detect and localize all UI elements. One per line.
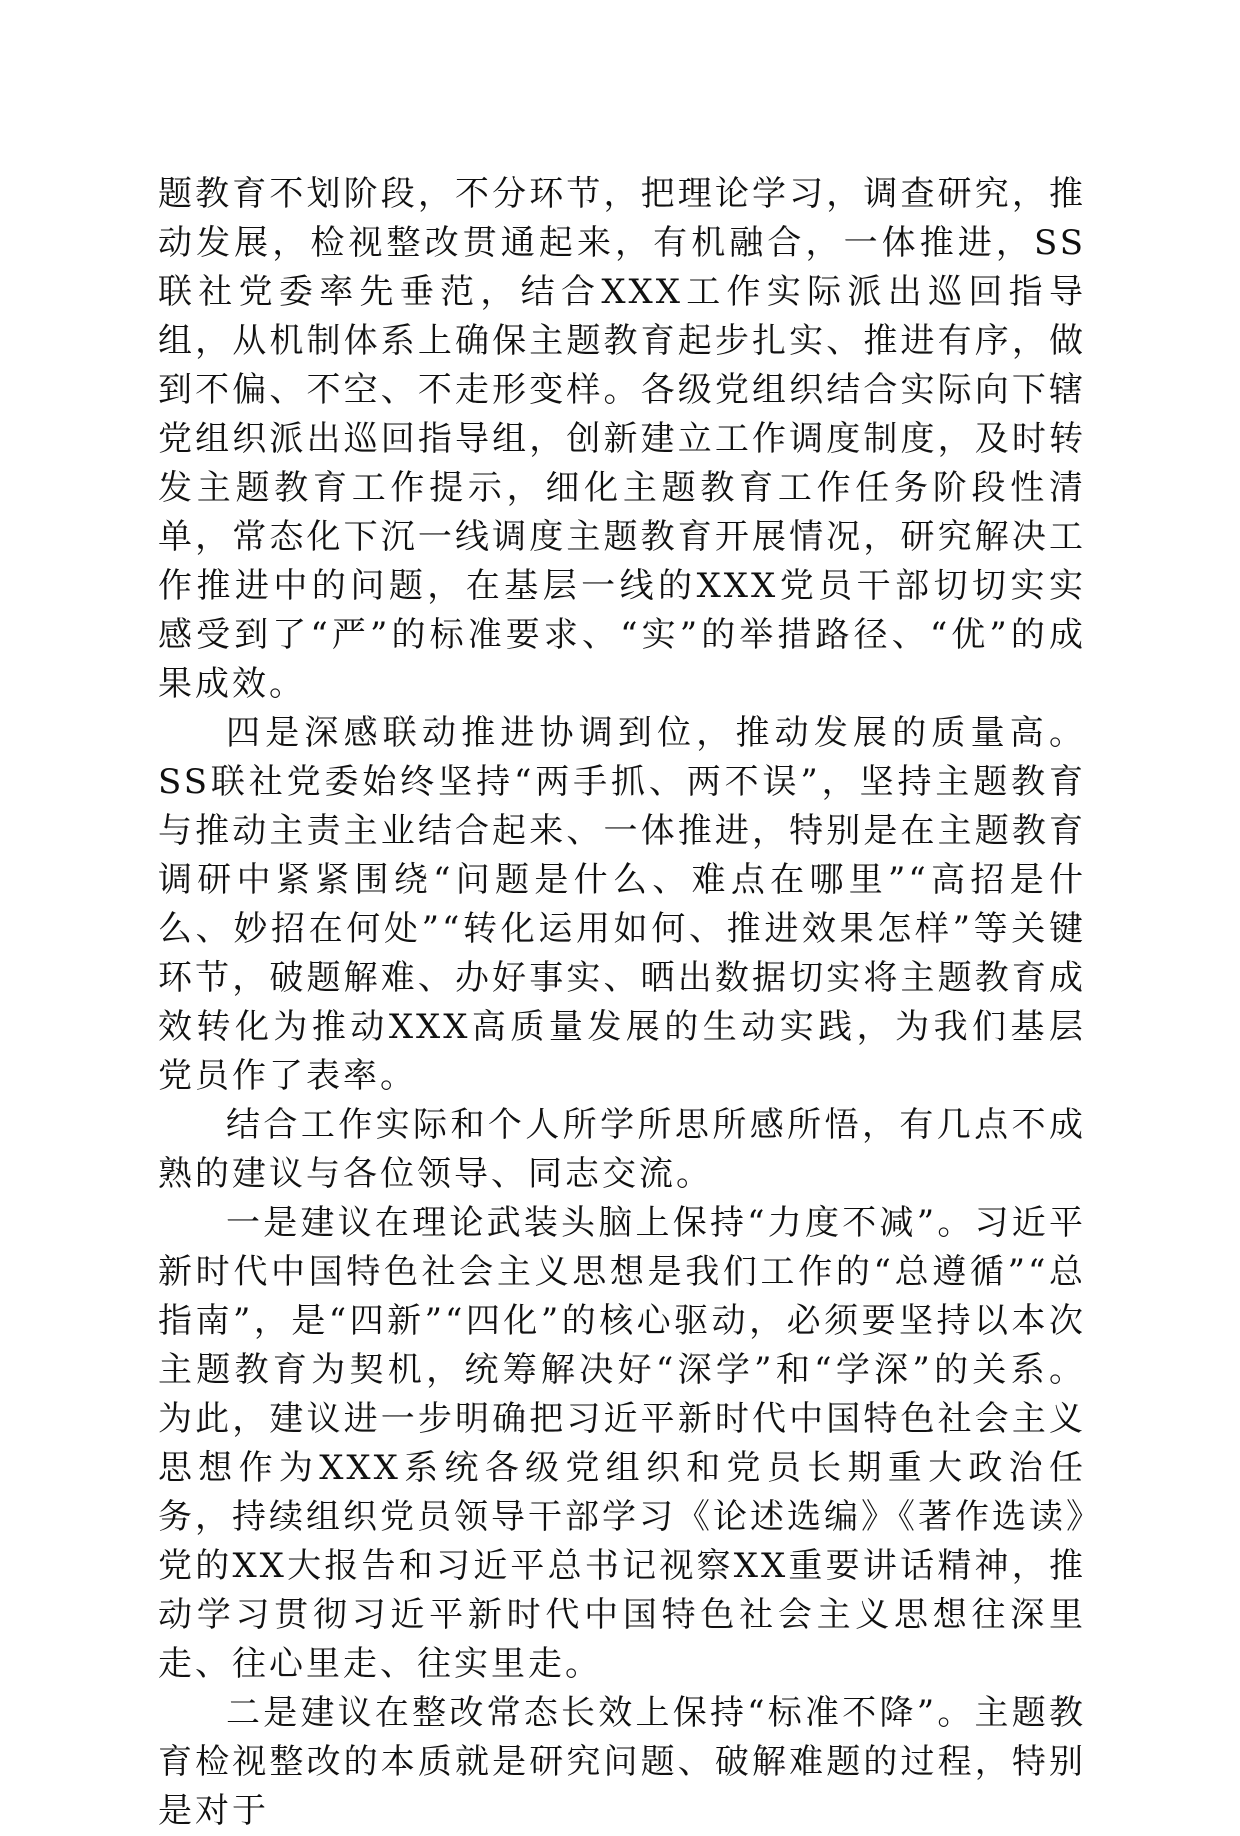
paragraph-point-four: 四是深感联动推进协调到位，推动发展的质量高。SS联社党委始终坚持“两手抓、两不误”，坚持主题教育与推动主责主业结合起来、一体推进，特别是在主题教育调研中紧紧围绕“问题是什么、难点在哪里”“高招是什么、妙招在何处”“转化运用如何、推进效果怎样”等关键环节，破题解难、办好事实、晒出数据切实将主题教育成效转化为推动XXX高质量发展的生动实践，为我们基层党员作了表率。 — [158, 713, 1086, 1096]
paragraph-suggestion-one: 一是建议在理论武装头脑上保持“力度不减”。习近平新时代中国特色社会主义思想是我们工作的“总遵循”“总指南”，是“四新”“四化”的核心驱动，必须要坚持以本次主题教育为契机，统筹解决好“深学”和“学深”的关系。为此，建议进一步明确把习近平新时代中国特色社会主义思想作为XXX系统各级党组织和党员长期重大政治任务，持续组织党员领导干部学习《论述选编》《著作选读》党的XX大报告和习近平总书记视察XX重要讲话精神，推动学习贯彻习近平新时代中国特色社会主义思想往深里走、往心里走、往实里走。 — [158, 1203, 1086, 1684]
document-body — [158, 170, 1086, 1836]
paragraph-suggestion-two: 二是建议在整改常态长效上保持“标准不降”。主题教育检视整改的本质就是研究问题、破解难题的过程，特别是对于 — [158, 1693, 1086, 1831]
paragraph-continuation: 题教育不划阶段，不分环节，把理论学习，调查研究，推动发展，检视整改贯通起来，有机融合，一体推进，SS联社党委率先垂范，结合XXX工作实际派出巡回指导组，从机制体系上确保主题教育起步扎实、推进有序，做到不偏、不空、不走形变样。各级党组织结合实际向下辖党组织派出巡回指导组，创新建立工作调度制度，及时转发主题教育工作提示，细化主题教育工作任务阶段性清单，常态化下沉一线调度主题教育开展情况，研究解决工作推进中的问题，在基层一线的XXX党员干部切切实实感受到了“严”的标准要求、“实”的举措路径、“优”的成果成效。 — [158, 174, 1086, 704]
paragraph-suggestions-intro: 结合工作实际和个人所学所思所感所悟，有几点不成熟的建议与各位领导、同志交流。 — [158, 1105, 1086, 1194]
